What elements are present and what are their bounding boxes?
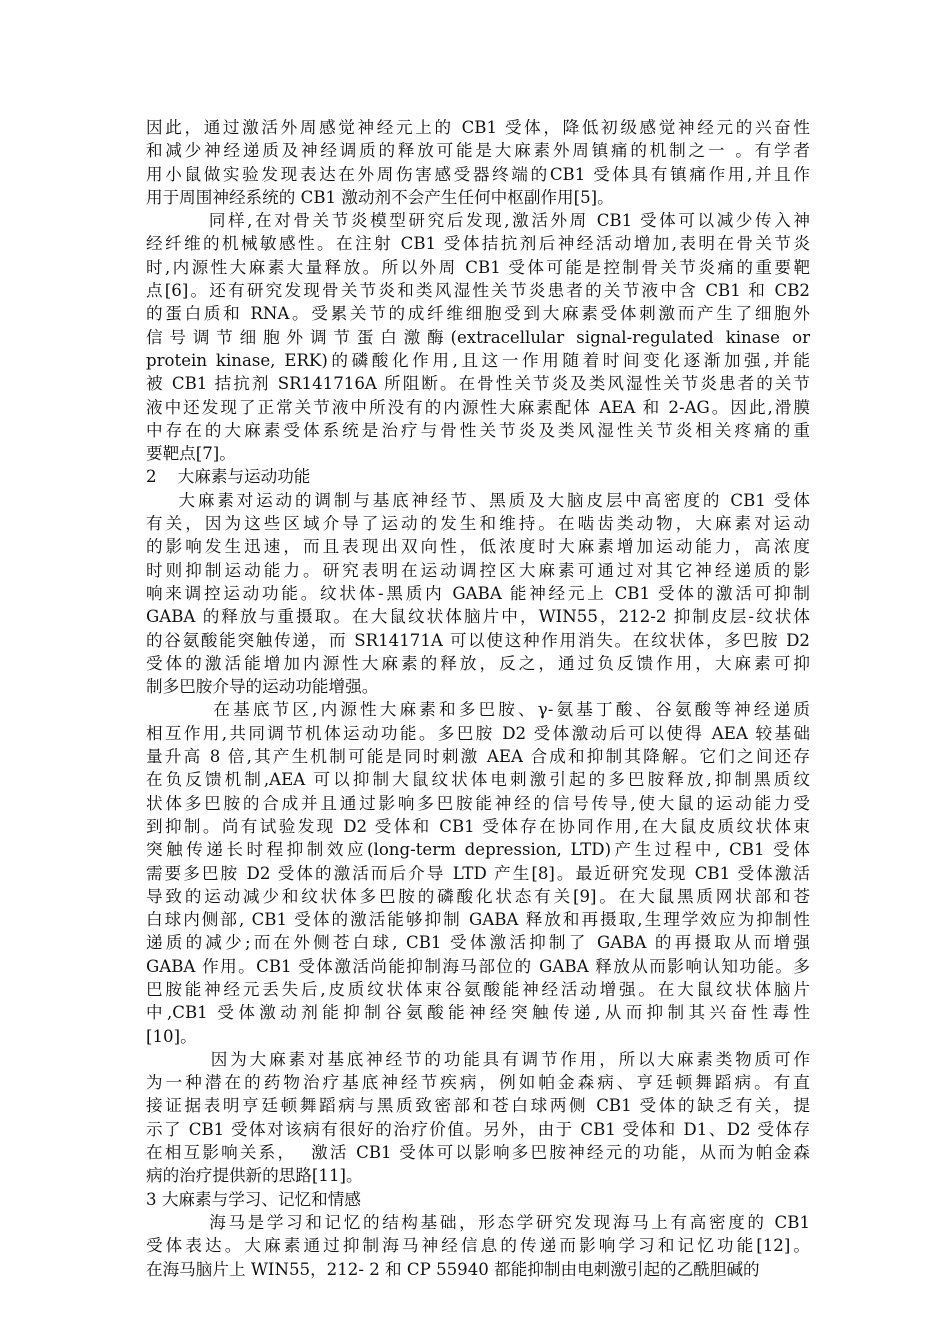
- section-heading: 3 大麻素与学习、记忆和情感: [146, 1189, 361, 1209]
- text-line: 时,内源性大麻素大量释放。所以外周 CB1 受体可能是控制骨关节炎痛的重要靶: [146, 257, 810, 277]
- text-line: 的蛋白质和 RNA。受累关节的成纤维细胞受到大麻素受体刺激而产生了细胞外: [146, 304, 810, 324]
- text-line: 被 CB1 拮抗剂 SR141716A 所阻断。在骨性关节炎及类风湿性关节炎患者的关节: [146, 374, 810, 394]
- text-line: 和减少神经递质及神经调质的释放可能是大麻素外周镇痛的机制之一 。有学者: [146, 141, 810, 161]
- text-line: 海马是学习和记忆的结构基础，形态学研究发现海马上有高密度的 CB1: [146, 1212, 810, 1232]
- text-line: GABA 的释放与重摄取。在大鼠纹状体脑片中，WIN55，212-2 抑制皮层-纹状体: [146, 607, 810, 627]
- text-line: 有关，因为这些区域介导了运动的发生和维持。在啮齿类动物，大麻素对运动: [146, 514, 810, 534]
- text-line: 要靶点[7]。: [146, 444, 236, 464]
- text-line: 的影响发生迅速，而且表现出双向性，低浓度时大麻素增加运动能力，高浓度: [146, 537, 810, 557]
- text-line: 递质的减少;而在外侧苍白球, CB1 受体激活抑制了 GABA 的再摄取从而增强: [146, 933, 810, 953]
- text-line: 受体的激活能增加内源性大麻素的释放，反之，通过负反馈作用，大麻素可抑: [146, 653, 810, 673]
- text-line: 液中还发现了正常关节液中所没有的内源性大麻素配体 AEA 和 2-AG。因此,滑膜: [146, 397, 810, 417]
- section-heading: 2 大麻素与运动功能: [146, 467, 311, 487]
- paragraph: [146, 698, 810, 1047]
- document-page: [146, 116, 810, 1281]
- text-line: 大麻素对运动的调制与基底神经节、黑质及大脑皮层中高密度的 CB1 受体: [146, 490, 810, 510]
- text-line: 相互作用,共同调节机体运动功能。多巴胺 D2 受体激动后可以使得 AEA 较基础: [146, 723, 810, 743]
- text-line: 用小鼠做实验发现表达在外周伤害感受器终端的CB1 受体具有镇痛作用,并且作: [146, 164, 810, 184]
- paragraph: [146, 489, 810, 699]
- text-line: 中存在的大麻素受体系统是治疗与骨性关节炎及类风湿性关节炎相关疼痛的重: [146, 420, 810, 440]
- text-line: protein kinase, ERK)的磷酸化作用,且这一作用随着时间变化逐渐加强,并能: [146, 350, 810, 370]
- text-line: 在基底节区,内源性大麻素和多巴胺、γ-氨基丁酸、谷氨酸等神经递质: [146, 700, 810, 720]
- paragraph: [146, 1048, 810, 1188]
- text-line: 信号调节细胞外调节蛋白激酶(extracellular signal-regulated kinase or: [146, 327, 810, 347]
- text-line: 病的治疗提供新的思路[11]。: [146, 1166, 363, 1186]
- text-line: 因为大麻素对基底神经节的功能具有调节作用，所以大麻素类物质可作: [146, 1049, 810, 1069]
- text-line: 示了 CB1 受体对该病有很好的治疗价值。另外，由于 CB1 受体和 D1、D2 受体存: [146, 1119, 810, 1139]
- paragraph: [146, 1211, 810, 1281]
- text-line: 状体多巴胺的合成并且通过影响多巴胺能神经的信号传导,使大鼠的运动能力受: [146, 793, 810, 813]
- text-line: 突触传递长时程抑制效应(long-term depression, LTD)产生过程中, CB1 受体: [146, 840, 810, 860]
- text-line: GABA 作用。CB1 受体激活尚能抑制海马部位的 GABA 释放从而影响认知功能。多: [146, 956, 810, 976]
- text-line: 白球内侧部, CB1 受体的激活能够抑制 GABA 释放和再摄取,生理学效应为抑制性: [146, 910, 810, 930]
- text-line: 在相互影响关系， 激活 CB1 受体可以影响多巴胺神经元的功能，从而为帕金森: [146, 1143, 810, 1163]
- text-line: 接证据表明亨廷顿舞蹈病与黑质致密部和苍白球两侧 CB1 受体的缺乏有关，提: [146, 1096, 810, 1116]
- text-line: 经纤维的机械敏感性。在注射 CB1 受体拮抗剂后神经活动增加,表明在骨关节炎: [146, 234, 810, 254]
- text-line: 制多巴胺介导的运动功能增强。: [146, 677, 379, 697]
- paragraph: [146, 209, 810, 465]
- text-line: 受体表达。大麻素通过抑制海马神经信息的传递而影响学习和记忆功能[12]。: [146, 1236, 810, 1256]
- text-line: 为一种潜在的药物治疗基底神经节疾病，例如帕金森病、亨廷顿舞蹈病。有直: [146, 1073, 810, 1093]
- text-line: 在海马脑片上 WIN55，212- 2 和 CP 55940 都能抑制由电刺激引起的乙酰胆碱的: [146, 1259, 760, 1279]
- text-line: 用于周围神经系统的 CB1 激动剂不会产生任何中枢副作用[5]。: [146, 187, 614, 207]
- text-line: 导致的运动减少和纹状体多巴胺的磷酸化状态有关[9]。在大鼠黑质网状部和苍: [146, 886, 810, 906]
- text-line: 时则抑制运动能力。研究表明在运动调控区大麻素可通过对其它神经递质的影: [146, 560, 810, 580]
- text-line: 响来调控运动功能。纹状体-黑质内 GABA 能神经元上 CB1 受体的激活可抑制: [146, 583, 810, 603]
- text-line: 巴胺能神经元丢失后,皮质纹状体束谷氨酸能神经活动增强。在大鼠纹状体脑片: [146, 979, 810, 999]
- text-line: [10]。: [146, 1026, 197, 1046]
- text-line: 因此，通过激活外周感觉神经元上的 CB1 受体，降低初级感觉神经元的兴奋性: [146, 118, 810, 137]
- text-line: 量升高 8 倍,其产生机制可能是同时刺激 AEA 合成和抑制其降解。它们之间还存: [146, 747, 810, 767]
- text-line: 中,CB1 受体激动剂能抑制谷氨酸能神经突触传递,从而抑制其兴奋性毒性: [146, 1003, 810, 1023]
- paragraph: [146, 116, 810, 209]
- text-line: 点[6]。还有研究发现骨关节炎和类风湿性关节炎患者的关节液中含 CB1 和 CB2: [146, 281, 810, 301]
- text-line: 的谷氨酸能突触传递，而 SR14171A 可以使这种作用消失。在纹状体，多巴胺 D2: [146, 630, 810, 650]
- text-line: 在负反馈机制,AEA 可以抑制大鼠纹状体电刺激引起的多巴胺释放,抑制黑质纹: [146, 770, 810, 790]
- text-line: 需要多巴胺 D2 受体的激活而后介导 LTD 产生[8]。最近研究发现 CB1 受体激活: [146, 863, 810, 883]
- text-line: 同样,在对骨关节炎模型研究后发现,激活外周 CB1 受体可以减少传入神: [146, 211, 810, 231]
- text-line: 到抑制。尚有试验发现 D2 受体和 CB1 受体存在协同作用,在大鼠皮质纹状体束: [146, 816, 810, 836]
